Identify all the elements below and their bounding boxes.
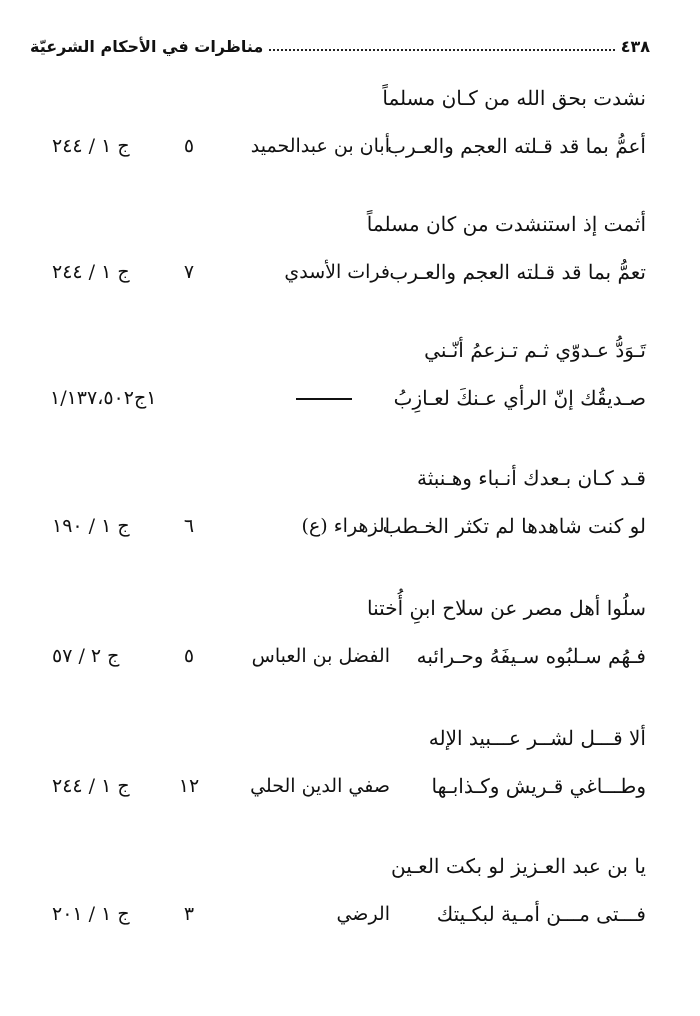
verse-first-hemistich: قـد كـان بـعدك أنـباء وهـنبثة [417,466,646,490]
poem-entry [0,84,700,174]
unknown-poet-dash [296,398,352,400]
verse-count: ٦ [183,515,195,537]
verse-count: ٧ [183,261,195,283]
verse-count: ٥ [183,135,195,157]
poet-name: فرات الأسدي [284,261,390,283]
verse-first-hemistich: أثمت إذ استنشدت من كان مسلماً [366,212,646,236]
poem-entry [0,594,700,684]
verse-first-hemistich: ألا قـــل لشــر عـــبيد الإله [428,726,646,750]
poem-entry [0,336,700,426]
verse-second-hemistich: لو كنت شاهدها لم تكثر الخـطب [382,514,646,538]
verse-second-hemistich: وطـــاغي قـريش وكـذابـها [431,774,646,798]
poem-entry [0,852,700,942]
volume-page-reference: ج ١ / ٢٤٤ [52,775,130,797]
poet-name: الفضل بن العباس [251,645,390,667]
volume-page-reference: ج ٢ / ٥٧ [52,645,120,667]
running-header [30,28,650,56]
volume-page-reference: ج ١ / ٢٤٤ [52,261,130,283]
volume-page-reference: ج ١ / ٢٠١ [52,903,130,925]
verse-first-hemistich: تَـوَدُّ عـدوّي ثـم تـزعمُ أنّـني [424,338,646,362]
verse-first-hemistich: سلُوا أهل مصر عن سلاح ابنِ أُختنا [367,596,646,620]
verse-count: ١٢ [178,775,200,797]
verse-second-hemistich: أعمُّ بما قد قـلته العجم والعـرب [387,134,646,158]
verse-first-hemistich: نشدت بحق الله من كـان مسلماً [382,86,646,110]
poet-name: صفي الدين الحلي [250,775,390,797]
book-title: مناظرات في الأحكام الشرعيّة [30,37,264,56]
poet-name: الرضي [336,903,390,925]
verse-count: ٥ [183,645,195,667]
verse-second-hemistich: تعمُّ بما قد قـلته العجم والعـرب [389,260,646,284]
verse-second-hemistich: صـديقُك إنّ الرأي عـنكَ لعـازِبُ [393,386,646,410]
verse-first-hemistich: يا بن عبد العـزيز لو بكت العـين [391,854,646,878]
volume-page-reference: ١ج١/١٣٧،٥٠٢ [50,387,157,409]
verse-count: ٣ [183,903,195,925]
volume-page-reference: ج ١ / ٢٤٤ [52,135,130,157]
dot-leader [269,49,614,51]
poem-entry [0,210,700,300]
poem-entry [0,724,700,814]
poem-entry [0,464,700,554]
poet-name: الزهراء (ع) [301,515,390,537]
poet-name: أبان بن عبدالحميد [250,135,390,157]
page-number: ٤٣٨ [620,37,650,56]
verse-second-hemistich: فـــتى مـــن أمـية لبكـيتك [436,902,646,926]
volume-page-reference: ج ١ / ١٩٠ [52,515,130,537]
verse-second-hemistich: فـهُم سـلبُوه سـيفَهُ وحـرائبه [416,644,646,668]
